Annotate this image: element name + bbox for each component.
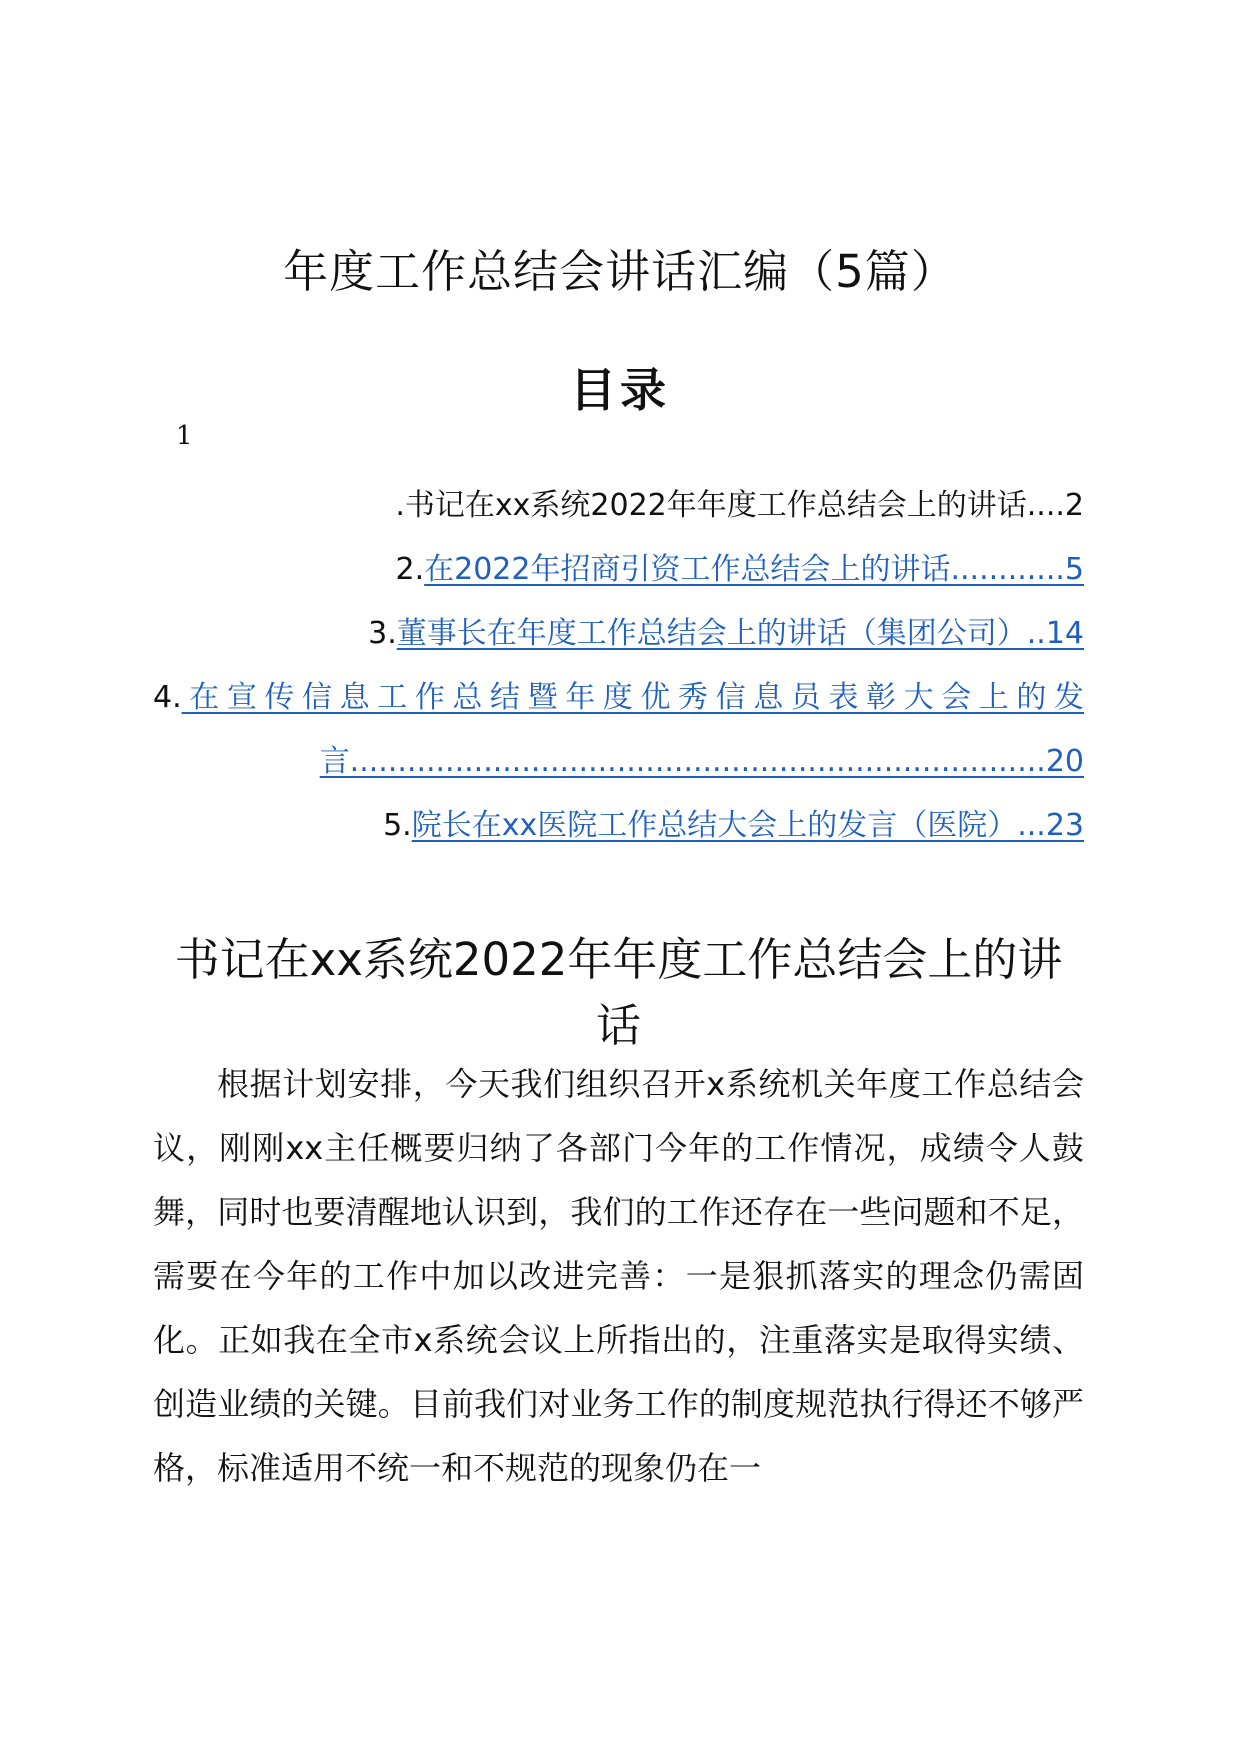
section-title: 书记在xx系统2022年年度工作总结会上的讲话 (174, 933, 1063, 1053)
table-of-contents (153, 474, 1084, 858)
page-marker: 1 (176, 421, 193, 451)
toc-entry-number: 5. (383, 808, 412, 843)
toc-entry-link[interactable]: 董事长在年度工作总结会上的讲话（集团公司）..14 (396, 616, 1084, 651)
toc-entry-number: . (395, 488, 405, 523)
toc-entry-text[interactable]: 书记在xx系统2022年年度工作总结会上的讲话....2 (404, 488, 1084, 523)
toc-entry-link[interactable]: 在宣传信息工作总结暨年度优秀信息员表彰大会上的发言.........................................................................20 (181, 680, 1084, 779)
body-paragraph: 根据计划安排，今天我们组织召开x系统机关年度工作总结会议，刚刚xx主任概要归纳了各部门今年的工作情况，成绩令人鼓舞，同时也要清醒地认识到，我们的工作还存在一些问题和不足，需要在今年的工作中加以改进完善：一是狠抓落实的理念仍需固化。正如我在全市x系统会议上所指出的，注重落实是取得实绩、创造业绩的关键。目前我们对业务工作的制度规范执行得还不够严格，标准适用不统一和不规范的现象仍在一 (153, 1065, 1084, 1487)
toc-entry-link[interactable]: 院长在xx医院工作总结大会上的发言（医院）...23 (411, 808, 1084, 843)
toc-entry-5[interactable] (153, 794, 1084, 858)
document-title: 年度工作总结会讲话汇编（5篇） (283, 245, 957, 299)
toc-entry-number: 2. (395, 552, 425, 587)
toc-entry-4[interactable] (153, 666, 1084, 794)
toc-entry-1[interactable] (153, 474, 1084, 538)
toc-entry-number: 4. (153, 680, 182, 715)
toc-entry-3[interactable] (153, 602, 1084, 666)
toc-entry-number: 3. (368, 616, 397, 651)
toc-entry-link[interactable]: 在2022年招商引资工作总结会上的讲话............5 (424, 552, 1084, 587)
toc-entry-2[interactable] (153, 538, 1084, 602)
toc-heading: 目录 (570, 363, 670, 418)
